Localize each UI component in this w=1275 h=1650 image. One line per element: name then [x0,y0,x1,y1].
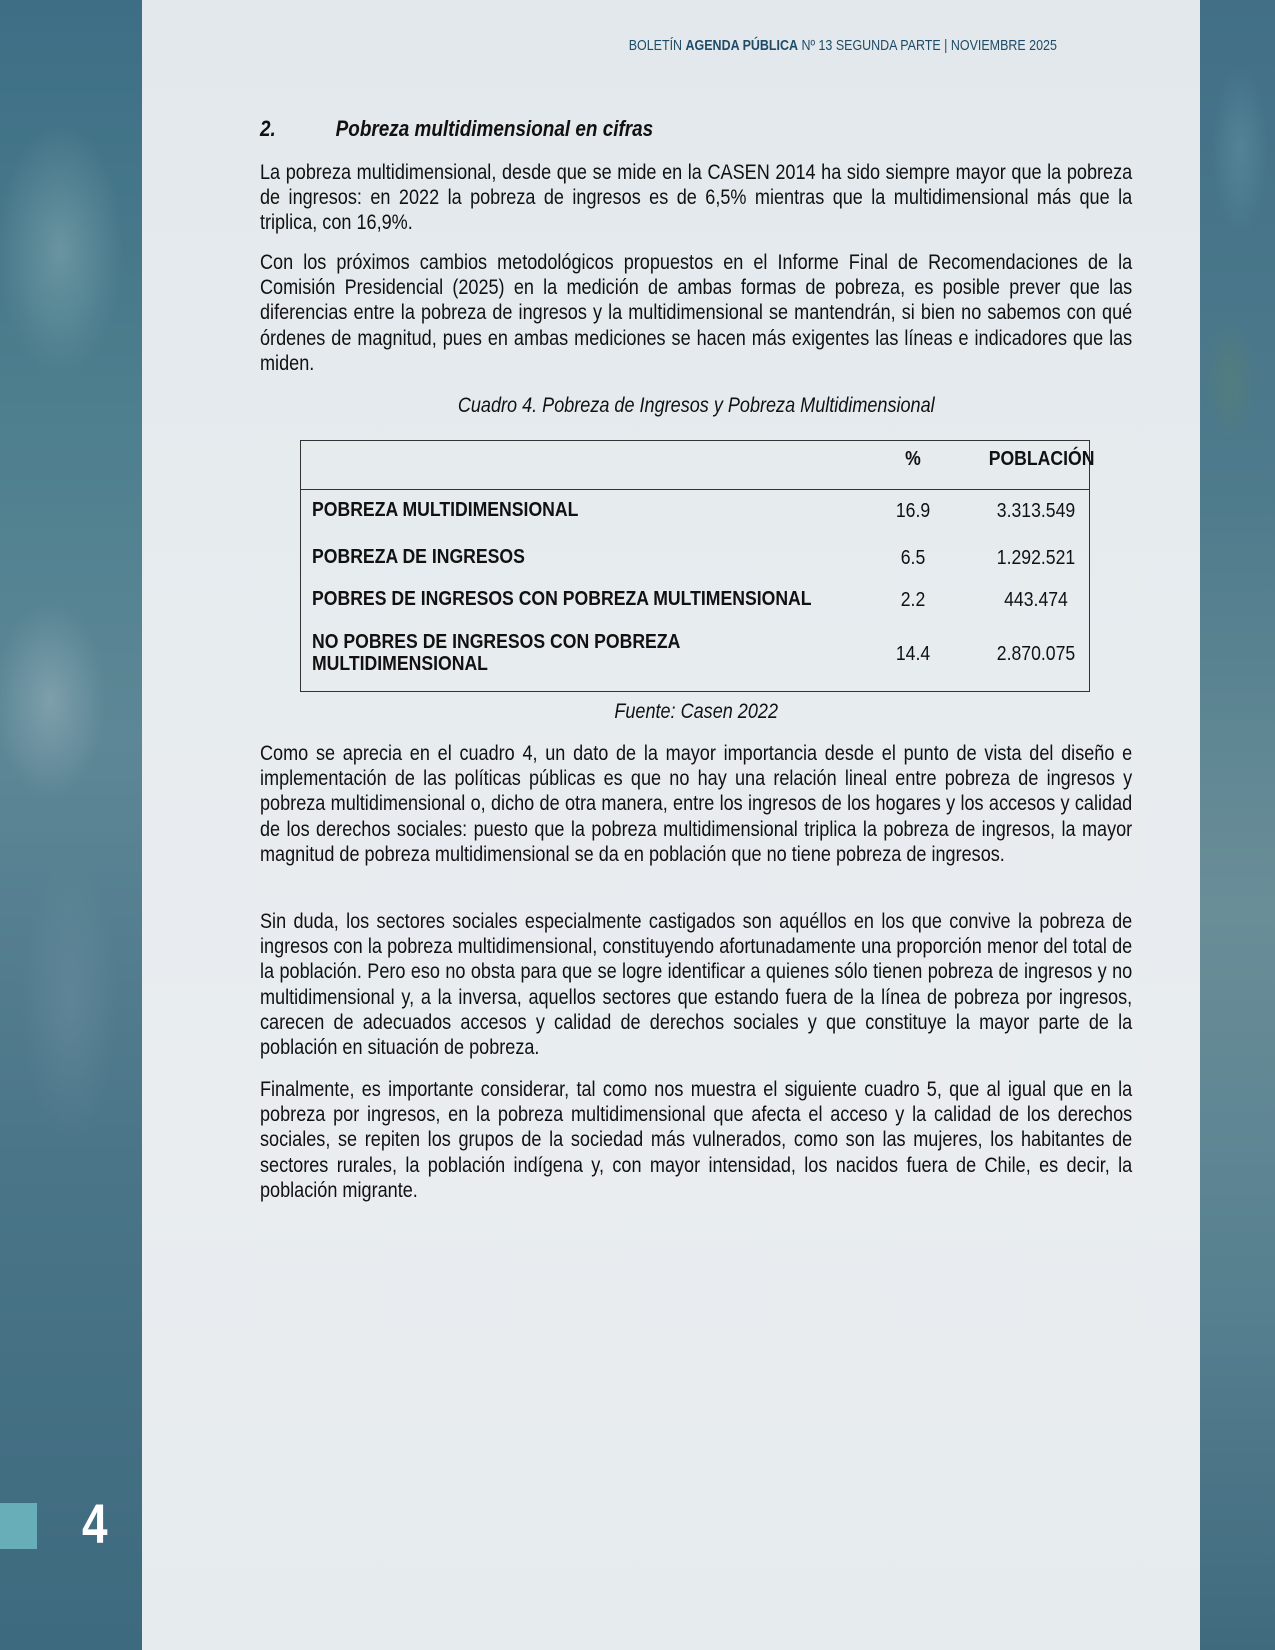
paragraph-4 [260,909,1273,1060]
page-number: 4 [82,1492,108,1555]
row-pct: 6.5 [900,546,926,569]
section-title: Pobreza multidimensional en cifras [335,116,654,141]
row-label: POBREZA DE INGRESOS [312,545,525,568]
row-label: POBREZA MULTIDIMENSIONAL [312,498,579,521]
paragraph-2 [260,250,1273,376]
header-brand: AGENDA PÚBLICA [685,38,799,54]
paragraph-1 [260,160,1273,236]
paragraph-text: La pobreza multidimensional, desde que se mide en la CASEN 2014 ha sido siempre mayor que la pobreza de ingresos: en 2022 la pobreza de ingresos es de 6,5% mientras que la multidimensional más que la triplica, con 16,9%. [260,161,1133,235]
header-suffix: Nº 13 SEGUNDA PARTE | NOVIEMBRE 2025 [801,38,1057,54]
row-population: 3.313.549 [996,499,1076,522]
row-population: 1.292.521 [996,546,1076,569]
left-photo-band [0,0,142,1650]
column-header-population: POBLACIÓN [988,447,1095,470]
row-label-line-2: MULTIDIMENSIONAL [312,652,488,675]
row-pct: 2.2 [900,588,926,611]
poverty-table [300,440,1095,692]
paragraph-text: Finalmente, es importante considerar, tal como nos muestra el siguiente cuadro 5, que al igual que en la pobreza por ingresos, en la pobreza multidimensional que afecta el acceso y la calidad de los derechos sociales, se repiten los grupos de la sociedad más vulnerados, como son las mujeres, los habitantes de sectores rurales, la población indígena y, con mayor intensidad, los nacidos fuera de Chile, es decir, la población migrante. [260,1078,1133,1202]
table-header-row [301,441,1095,490]
page-number-tab [0,1503,37,1549]
section-number: 2. [260,116,276,141]
header-prefix: BOLETÍN [628,38,683,54]
section-heading [260,116,717,142]
running-header [629,38,1057,54]
row-label: POBRES DE INGRESOS CON POBREZA MULTIMENSIONAL [312,587,812,610]
paragraph-text: Como se aprecia en el cuadro 4, un dato de la mayor importancia desde el punto de vista del diseño e implementación de las políticas públicas es que no hay una relación lineal entre pobreza de ingresos y pobreza multidimensional o, dicho de otra manera, entre los ingresos de los hogares y los accesos y calidad de los derechos sociales: puesto que la pobreza multidimensional triplica la pobreza de ingresos, la mayor magnitud de pobreza multidimensional se da en población que no tiene pobreza de ingresos. [260,742,1133,866]
paragraph-3 [260,741,1273,867]
row-pct: 14.4 [895,642,931,665]
row-population: 2.870.075 [996,642,1076,665]
paragraph-text: Sin duda, los sectores sociales especialmente castigados son aquéllos en los que convive la pobreza de ingresos con la pobreza multidimensional, constituyendo afortunadamente una proporción menor del total de la población. Pero eso no obsta para que se logre identificar a quienes sólo tienen pobreza de ingresos y no multidimensional y, a la inversa, aquellos sectores que estando fuera de la línea de pobreza por ingresos, carecen de adecuados accesos y calidad de derechos sociales y que constituye la mayor parte de la población en situación de pobreza. [260,910,1133,1060]
row-label-line-1: NO POBRES DE INGRESOS CON POBREZA [312,630,681,653]
table-caption: Cuadro 4. Pobreza de Ingresos y Pobreza Multidimensional [457,394,935,417]
paragraph-text: Con los próximos cambios metodológicos propuestos en el Informe Final de Recomendaciones de la Comisión Presidencial (2025) en la medición de ambas formas de pobreza, es posible prever que las diferencias entre la pobreza de ingresos y la multidimensional se mantendrán, si bien no sabemos con qué órdenes de magnitud, pues en ambas mediciones se hacen más exigentes las líneas e indicadores que las miden. [260,251,1133,375]
table-source: Fuente: Casen 2022 [614,700,778,723]
row-population: 443.474 [1004,588,1068,611]
column-header-pct: % [905,447,921,470]
row-pct: 16.9 [895,499,931,522]
paragraph-5 [260,1077,1273,1203]
